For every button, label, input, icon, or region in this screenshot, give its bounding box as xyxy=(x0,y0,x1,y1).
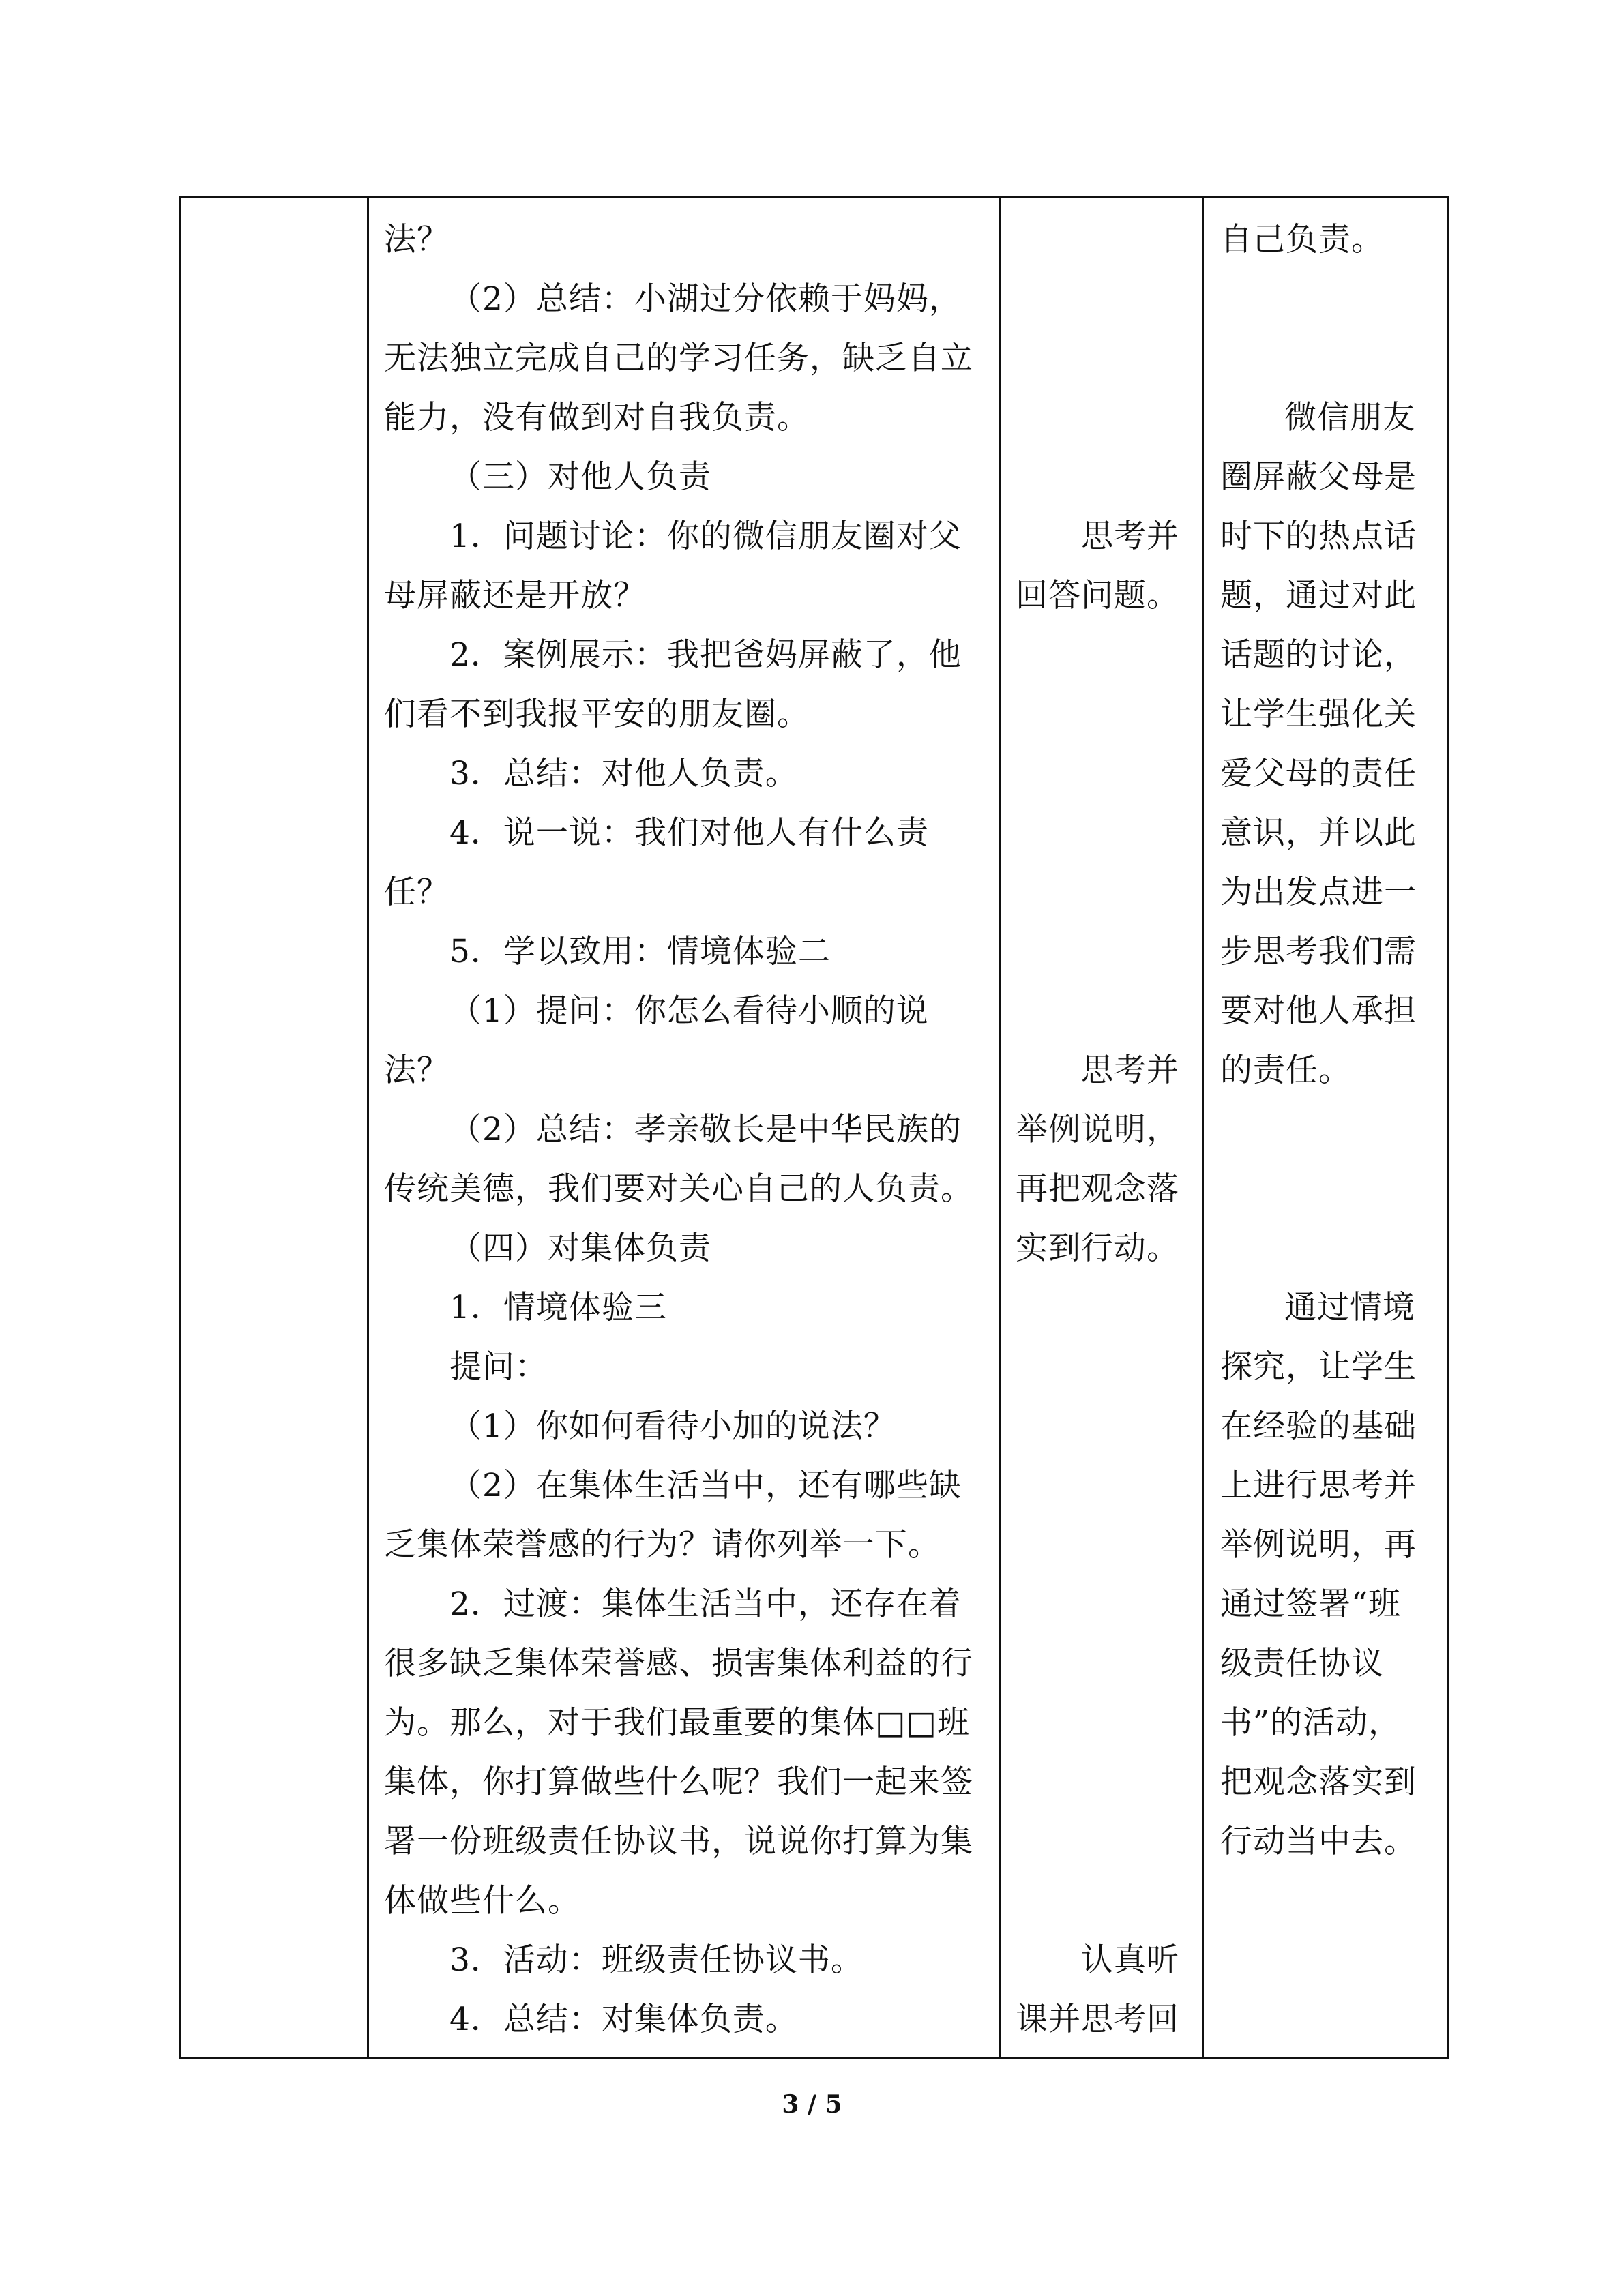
text-line: 1．情境体验三 xyxy=(449,1289,667,1326)
text-line: 爱父母的责任 xyxy=(1220,755,1417,792)
text-line: 为。那么，对于我们最重要的集体□□班 xyxy=(384,1704,970,1742)
text-line: （2）在集体生活当中，还有哪些缺 xyxy=(449,1467,962,1504)
text-line: 署一份班级责任协议书，说说你打算为集 xyxy=(384,1823,973,1860)
text-line: 举例说明，再 xyxy=(1220,1526,1417,1564)
text-line: 能力，没有做到对自我负责。 xyxy=(384,399,810,436)
text-line: 把观念落实到 xyxy=(1220,1763,1417,1801)
text-line: （四）对集体负责 xyxy=(449,1229,711,1267)
text-line: 乏集体荣誉感的行为？请你列举一下。 xyxy=(384,1526,941,1564)
text-line: 们看不到我报平安的朋友圈。 xyxy=(384,696,810,733)
text-line: 通过签署“班 xyxy=(1220,1585,1402,1623)
text-line: 法？ xyxy=(384,1052,449,1089)
text-line: 圈屏蔽父母是 xyxy=(1220,458,1417,496)
text-line: 集体，你打算做些什么呢？我们一起来签 xyxy=(384,1763,973,1801)
lesson-plan-table xyxy=(179,196,1449,2059)
text-line: （1）你如何看待小加的说法？ xyxy=(449,1407,896,1445)
text-line: 3．总结：对他人负责。 xyxy=(449,755,798,792)
text-line: 举例说明， xyxy=(1016,1111,1179,1148)
text-line: 母屏蔽还是开放？ xyxy=(384,577,646,614)
student-activity-cell xyxy=(1000,198,1203,2058)
text-line: 再把观念落 xyxy=(1016,1170,1179,1208)
text-line: 让学生强化关 xyxy=(1220,696,1417,733)
text-line: 通过情境 xyxy=(1284,1289,1415,1326)
text-line: （1）提问：你怎么看待小顺的说 xyxy=(449,992,929,1030)
text-line: 体做些什么。 xyxy=(384,1882,580,1920)
stage-column-cell xyxy=(180,198,368,2058)
text-line: 认真听 xyxy=(1081,1941,1179,1979)
text-line: 意识，并以此 xyxy=(1220,814,1417,852)
text-line: 思考并 xyxy=(1081,518,1179,555)
text-line: 2．过渡：集体生活当中，还存在着 xyxy=(449,1585,962,1623)
text-line: 上进行思考并 xyxy=(1220,1467,1417,1504)
text-line: 4．总结：对集体负责。 xyxy=(449,2001,798,2038)
teacher-activity-cell xyxy=(368,198,1000,2058)
text-line: 法？ xyxy=(384,221,449,258)
text-line: 书”的活动， xyxy=(1220,1704,1402,1742)
design-intent-cell xyxy=(1203,198,1449,2058)
text-line: 行动当中去。 xyxy=(1220,1823,1417,1860)
text-line: 自己负责。 xyxy=(1220,221,1384,258)
text-line: 级责任协议 xyxy=(1220,1645,1384,1682)
text-line: 2．案例展示：我把爸妈屏蔽了，他 xyxy=(449,636,962,674)
text-line: 1．问题讨论：你的微信朋友圈对父 xyxy=(449,518,962,555)
text-line: 步思考我们需 xyxy=(1220,933,1417,970)
text-line: 题，通过对此 xyxy=(1220,577,1417,614)
text-line: （2）总结：孝亲敬长是中华民族的 xyxy=(449,1111,962,1148)
text-line: 要对他人承担 xyxy=(1220,992,1417,1030)
text-line: 传统美德，我们要对关心自己的人负责。 xyxy=(384,1170,973,1208)
text-line: 任？ xyxy=(384,874,449,911)
text-line: （三）对他人负责 xyxy=(449,458,711,496)
text-line: 回答问题。 xyxy=(1016,577,1179,614)
page-number: 3 / 5 xyxy=(782,2090,842,2119)
text-line: 3．活动：班级责任协议书。 xyxy=(449,1941,863,1979)
text-line: 提问： xyxy=(449,1348,548,1386)
text-line: 4．说一说：我们对他人有什么责 xyxy=(449,814,929,852)
text-line: 很多缺乏集体荣誉感、损害集体利益的行 xyxy=(384,1645,973,1682)
text-line: 课并思考回 xyxy=(1016,2001,1179,2038)
text-line: 实到行动。 xyxy=(1016,1229,1179,1267)
text-line: 的责任。 xyxy=(1220,1052,1351,1089)
text-line: 为出发点进一 xyxy=(1220,874,1417,911)
text-line: 时下的热点话 xyxy=(1220,518,1417,555)
text-line: 思考并 xyxy=(1081,1052,1179,1089)
text-line: 5．学以致用：情境体验二 xyxy=(449,933,831,970)
text-line: 探究，让学生 xyxy=(1220,1348,1417,1386)
text-line: 在经验的基础 xyxy=(1220,1407,1417,1445)
text-line: 微信朋友 xyxy=(1284,399,1415,436)
text-line: （2）总结：小湖过分依赖于妈妈， xyxy=(449,280,962,318)
text-line: 无法独立完成自己的学习任务，缺乏自立 xyxy=(384,340,973,377)
text-line: 话题的讨论， xyxy=(1220,636,1417,674)
